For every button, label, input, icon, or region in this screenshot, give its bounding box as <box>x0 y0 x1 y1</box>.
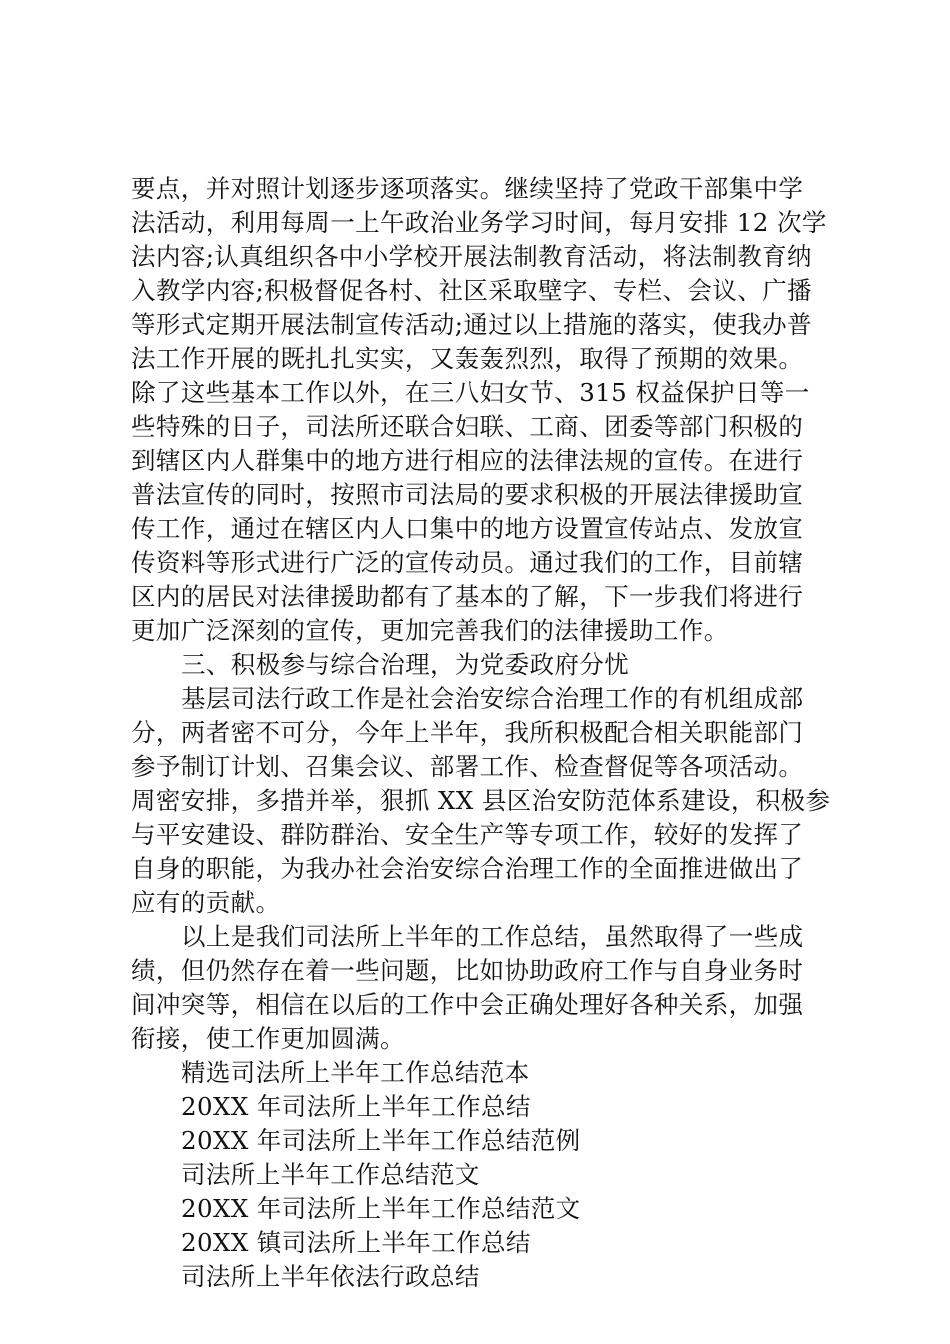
body-line: 要点，并对照计划逐步逐项落实。继续坚持了党政干部集中学 <box>131 174 804 203</box>
body-line: 自身的职能，为我办社会治安综合治理工作的全面推进做出了 <box>131 854 804 883</box>
body-line: 周密安排，多措并举，狠抓 XX 县区治安防范体系建设，积极参 <box>131 786 831 815</box>
related-link-item: 20XX 年司法所上半年工作总结范例 <box>181 1126 581 1155</box>
body-line: 参予制订计划、召集会议、部署工作、检查督促等各项活动。 <box>131 752 804 781</box>
related-link-item: 司法所上半年依法行政总结 <box>181 1262 480 1291</box>
related-link-item: 20XX 年司法所上半年工作总结范文 <box>181 1194 581 1223</box>
related-link-item: 精选司法所上半年工作总结范本 <box>181 1058 530 1087</box>
section-heading: 三、积极参与综合治理，为党委政府分忧 <box>181 650 630 679</box>
body-line: 分，两者密不可分，今年上半年，我所积极配合相关职能部门 <box>131 718 804 747</box>
body-line: 法工作开展的既扎扎实实，又轰轰烈烈，取得了预期的效果。 <box>131 344 804 373</box>
body-line: 些特殊的日子，司法所还联合妇联、工商、团委等部门积极的 <box>131 412 804 441</box>
body-line: 法活动，利用每周一上午政治业务学习时间，每月安排 12 次学 <box>131 208 827 237</box>
body-line: 普法宣传的同时，按照市司法局的要求积极的开展法律援助宣 <box>131 480 804 509</box>
body-line: 除了这些基本工作以外，在三八妇女节、315 权益保护日等一 <box>131 378 810 407</box>
body-line: 基层司法行政工作是社会治安综合治理工作的有机组成部 <box>181 684 804 713</box>
body-line: 间冲突等，相信在以后的工作中会正确处理好各种关系，加强 <box>131 990 804 1019</box>
body-line: 等形式定期开展法制宣传活动;通过以上措施的落实，使我办普 <box>131 310 812 339</box>
body-line: 传工作，通过在辖区内人口集中的地方设置宣传站点、发放宣 <box>131 514 804 543</box>
body-line: 入教学内容;积极督促各村、社区采取壁字、专栏、会议、广播 <box>131 276 812 305</box>
body-line: 衔接，使工作更加圆满。 <box>131 1024 405 1053</box>
body-line: 以上是我们司法所上半年的工作总结，虽然取得了一些成 <box>181 922 804 951</box>
body-line: 更加广泛深刻的宣传，更加完善我们的法律援助工作。 <box>131 616 729 645</box>
related-link-item: 司法所上半年工作总结范文 <box>181 1160 480 1189</box>
related-link-item: 20XX 镇司法所上半年工作总结 <box>181 1228 531 1257</box>
body-line: 区内的居民对法律援助都有了基本的了解，下一步我们将进行 <box>131 582 804 611</box>
body-line: 传资料等形式进行广泛的宣传动员。通过我们的工作，目前辖 <box>131 548 804 577</box>
body-line: 到辖区内人群集中的地方进行相应的法律法规的宣传。在进行 <box>131 446 804 475</box>
related-link-item: 20XX 年司法所上半年工作总结 <box>181 1092 531 1121</box>
body-line: 法内容;认真组织各中小学校开展法制教育活动，将法制教育纳 <box>131 242 812 271</box>
body-line: 绩，但仍然存在着一些问题，比如协助政府工作与自身业务时 <box>131 956 804 985</box>
body-line: 应有的贡献。 <box>131 888 281 917</box>
body-line: 与平安建设、群防群治、安全生产等专项工作，较好的发挥了 <box>131 820 804 849</box>
